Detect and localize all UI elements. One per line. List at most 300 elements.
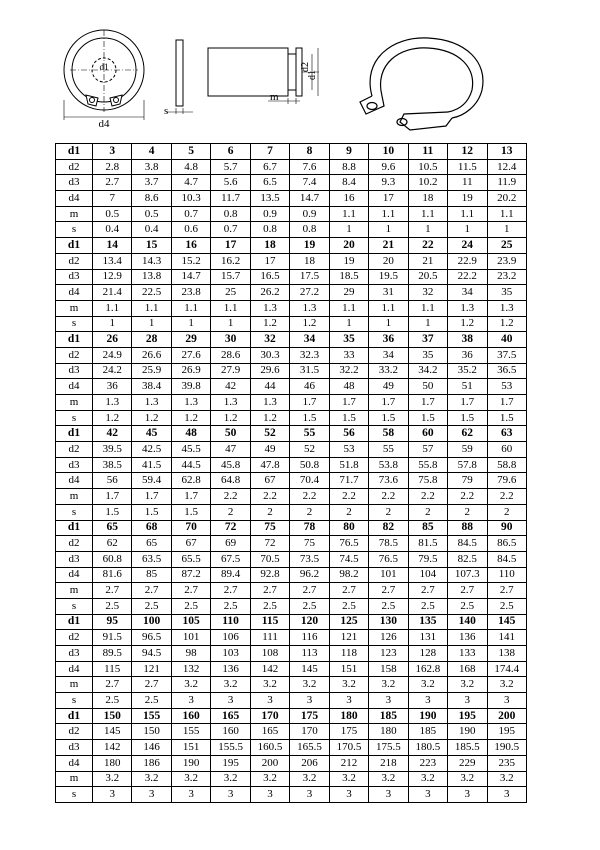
- value-cell: 180: [369, 724, 408, 740]
- value-cell: 1.3: [93, 395, 132, 411]
- value-cell: 22.2: [448, 269, 487, 285]
- size-header-cell: 38: [448, 332, 487, 348]
- size-header-cell: 150: [93, 708, 132, 724]
- value-cell: 116: [290, 630, 329, 646]
- value-cell: 1.1: [369, 300, 408, 316]
- value-cell: 113: [290, 646, 329, 662]
- value-cell: 14.7: [171, 269, 210, 285]
- value-cell: 74.5: [329, 551, 368, 567]
- size-header-cell: 35: [329, 332, 368, 348]
- size-header-cell: 75: [250, 520, 289, 536]
- value-cell: 3: [250, 787, 289, 803]
- value-cell: 2: [448, 504, 487, 520]
- value-cell: 3.2: [487, 677, 526, 693]
- value-cell: 131: [408, 630, 447, 646]
- value-cell: 3: [369, 787, 408, 803]
- size-header-cell: 52: [250, 426, 289, 442]
- label-s: s: [164, 105, 169, 117]
- value-cell: 2.7: [132, 677, 171, 693]
- value-cell: 86.5: [487, 536, 526, 552]
- value-cell: 128: [408, 646, 447, 662]
- value-cell: 51: [448, 379, 487, 395]
- row-label: d4: [56, 285, 93, 301]
- value-cell: 136: [448, 630, 487, 646]
- value-cell: 206: [290, 755, 329, 771]
- value-cell: 3: [250, 693, 289, 709]
- value-cell: 145: [93, 724, 132, 740]
- value-cell: 23.8: [171, 285, 210, 301]
- size-header-cell: 34: [290, 332, 329, 348]
- value-cell: 11.7: [211, 191, 250, 207]
- value-cell: 104: [408, 567, 447, 583]
- value-cell: 46: [290, 379, 329, 395]
- size-header-cell: 14: [93, 238, 132, 254]
- row-label: d1: [56, 520, 93, 536]
- value-cell: 53: [487, 379, 526, 395]
- value-cell: 42: [211, 379, 250, 395]
- value-cell: 34: [448, 285, 487, 301]
- value-cell: 170.5: [329, 740, 368, 756]
- value-cell: 15.2: [171, 253, 210, 269]
- value-cell: 69: [211, 536, 250, 552]
- value-cell: 24.9: [93, 347, 132, 363]
- value-cell: 85: [132, 567, 171, 583]
- table-row: [56, 583, 527, 599]
- size-header-cell: 18: [250, 238, 289, 254]
- value-cell: 38.4: [132, 379, 171, 395]
- value-cell: 3.2: [250, 677, 289, 693]
- value-cell: 25.9: [132, 363, 171, 379]
- value-cell: 1.2: [290, 316, 329, 332]
- value-cell: 71.7: [329, 473, 368, 489]
- value-cell: 96.5: [132, 630, 171, 646]
- value-cell: 28.6: [211, 347, 250, 363]
- value-cell: 1: [369, 316, 408, 332]
- value-cell: 10.3: [171, 191, 210, 207]
- value-cell: 1: [93, 316, 132, 332]
- size-header-cell: 55: [290, 426, 329, 442]
- row-label: s: [56, 316, 93, 332]
- value-cell: 138: [487, 646, 526, 662]
- size-header-cell: 30: [211, 332, 250, 348]
- value-cell: 79.5: [408, 551, 447, 567]
- value-cell: 1.5: [448, 410, 487, 426]
- value-cell: 76.5: [369, 551, 408, 567]
- value-cell: 3.2: [211, 771, 250, 787]
- value-cell: 2.7: [329, 583, 368, 599]
- value-cell: 1.5: [93, 504, 132, 520]
- value-cell: 3.2: [408, 677, 447, 693]
- table-row: [56, 285, 527, 301]
- size-header-cell: 50: [211, 426, 250, 442]
- front-view-drawing: [64, 30, 144, 120]
- value-cell: 63.5: [132, 551, 171, 567]
- table-row: [56, 410, 527, 426]
- value-cell: 6.7: [250, 159, 289, 175]
- row-label: d2: [56, 347, 93, 363]
- value-cell: 14.3: [132, 253, 171, 269]
- table-row: [56, 551, 527, 567]
- value-cell: 31: [369, 285, 408, 301]
- value-cell: 62.8: [171, 473, 210, 489]
- value-cell: 2.7: [93, 677, 132, 693]
- value-cell: 82.5: [448, 551, 487, 567]
- value-cell: 2.7: [290, 583, 329, 599]
- value-cell: 44.5: [171, 457, 210, 473]
- value-cell: 186: [132, 755, 171, 771]
- value-cell: 24.2: [93, 363, 132, 379]
- value-cell: 229: [448, 755, 487, 771]
- value-cell: 34: [369, 347, 408, 363]
- value-cell: 170: [290, 724, 329, 740]
- size-header-cell: 3: [93, 144, 132, 160]
- value-cell: 98.2: [329, 567, 368, 583]
- value-cell: 32: [408, 285, 447, 301]
- value-cell: 29: [329, 285, 368, 301]
- value-cell: 47: [211, 442, 250, 458]
- row-label: d2: [56, 536, 93, 552]
- value-cell: 3: [290, 787, 329, 803]
- value-cell: 155: [171, 724, 210, 740]
- value-cell: 200: [250, 755, 289, 771]
- value-cell: 57: [408, 442, 447, 458]
- value-cell: 3: [132, 787, 171, 803]
- table-row: [56, 442, 527, 458]
- value-cell: 3: [171, 693, 210, 709]
- value-cell: 78.5: [369, 536, 408, 552]
- value-cell: 1.5: [408, 410, 447, 426]
- value-cell: 16.2: [211, 253, 250, 269]
- value-cell: 79.6: [487, 473, 526, 489]
- value-cell: 27.9: [211, 363, 250, 379]
- value-cell: 2.2: [369, 489, 408, 505]
- size-header-cell: 170: [250, 708, 289, 724]
- size-header-cell: 26: [93, 332, 132, 348]
- table-row: [56, 677, 527, 693]
- value-cell: 2.2: [487, 489, 526, 505]
- value-cell: 3: [487, 787, 526, 803]
- size-header-cell: 45: [132, 426, 171, 442]
- value-cell: 1.2: [448, 316, 487, 332]
- value-cell: 60: [487, 442, 526, 458]
- value-cell: 160: [211, 724, 250, 740]
- value-cell: 1: [408, 222, 447, 238]
- value-cell: 2.7: [369, 583, 408, 599]
- value-cell: 3.2: [329, 771, 368, 787]
- value-cell: 9.3: [369, 175, 408, 191]
- value-cell: 218: [369, 755, 408, 771]
- value-cell: 180.5: [408, 740, 447, 756]
- row-label: d1: [56, 426, 93, 442]
- value-cell: 55.8: [408, 457, 447, 473]
- table-row: [56, 222, 527, 238]
- size-header-cell: 195: [448, 708, 487, 724]
- value-cell: 21: [408, 253, 447, 269]
- value-cell: 35: [408, 347, 447, 363]
- value-cell: 2.2: [211, 489, 250, 505]
- size-header-cell: 9: [329, 144, 368, 160]
- value-cell: 47.8: [250, 457, 289, 473]
- row-label: s: [56, 222, 93, 238]
- value-cell: 146: [132, 740, 171, 756]
- value-cell: 2.7: [487, 583, 526, 599]
- value-cell: 1.3: [250, 395, 289, 411]
- dimensions-table: [55, 143, 527, 803]
- size-header-cell: 62: [448, 426, 487, 442]
- value-cell: 8.6: [132, 191, 171, 207]
- value-cell: 2.7: [250, 583, 289, 599]
- value-cell: 2.5: [132, 693, 171, 709]
- row-label: d4: [56, 567, 93, 583]
- value-cell: 3.2: [93, 771, 132, 787]
- value-cell: 42.5: [132, 442, 171, 458]
- value-cell: 223: [408, 755, 447, 771]
- value-cell: 16.5: [250, 269, 289, 285]
- size-header-cell: 180: [329, 708, 368, 724]
- size-header-cell: 60: [408, 426, 447, 442]
- value-cell: 20: [369, 253, 408, 269]
- value-cell: 108: [250, 646, 289, 662]
- value-cell: 87.2: [171, 567, 210, 583]
- table-row: [56, 206, 527, 222]
- value-cell: 14.7: [290, 191, 329, 207]
- value-cell: 0.8: [250, 222, 289, 238]
- value-cell: 7.6: [290, 159, 329, 175]
- value-cell: 27.2: [290, 285, 329, 301]
- row-label: d3: [56, 175, 93, 191]
- size-header-cell: 24: [448, 238, 487, 254]
- value-cell: 150: [132, 724, 171, 740]
- row-label: d2: [56, 442, 93, 458]
- value-cell: 2.5: [250, 598, 289, 614]
- value-cell: 2.5: [211, 598, 250, 614]
- value-cell: 123: [369, 646, 408, 662]
- value-cell: 1.1: [408, 300, 447, 316]
- value-cell: 1.3: [211, 395, 250, 411]
- table-row: [56, 175, 527, 191]
- value-cell: 1.7: [408, 395, 447, 411]
- shaft-groove-drawing: [208, 48, 320, 104]
- value-cell: 45.8: [211, 457, 250, 473]
- table-row: [56, 489, 527, 505]
- value-cell: 20.2: [487, 191, 526, 207]
- label-d4-front: d4: [98, 118, 110, 130]
- value-cell: 1: [369, 222, 408, 238]
- value-cell: 2.7: [171, 583, 210, 599]
- value-cell: 30.3: [250, 347, 289, 363]
- table-row: [56, 316, 527, 332]
- value-cell: 1.1: [369, 206, 408, 222]
- value-cell: 3.2: [290, 677, 329, 693]
- size-header-cell: 82: [369, 520, 408, 536]
- table-row: [56, 395, 527, 411]
- row-label: s: [56, 410, 93, 426]
- value-cell: 0.9: [250, 206, 289, 222]
- label-d1-front: d1: [99, 62, 109, 72]
- value-cell: 96.2: [290, 567, 329, 583]
- size-header-cell: 36: [369, 332, 408, 348]
- value-cell: 25: [211, 285, 250, 301]
- value-cell: 136: [211, 661, 250, 677]
- value-cell: 8.4: [329, 175, 368, 191]
- size-header-cell: 95: [93, 614, 132, 630]
- size-header-cell: 25: [487, 238, 526, 254]
- value-cell: 73.5: [290, 551, 329, 567]
- value-cell: 1.1: [329, 300, 368, 316]
- size-header-cell: 105: [171, 614, 210, 630]
- table-row: [56, 144, 527, 160]
- value-cell: 1.1: [448, 206, 487, 222]
- row-label: d3: [56, 551, 93, 567]
- value-cell: 121: [329, 630, 368, 646]
- value-cell: 49: [369, 379, 408, 395]
- value-cell: 1.1: [487, 206, 526, 222]
- row-label: d2: [56, 724, 93, 740]
- size-header-cell: 8: [290, 144, 329, 160]
- value-cell: 64.8: [211, 473, 250, 489]
- size-header-cell: 140: [448, 614, 487, 630]
- size-header-cell: 6: [211, 144, 250, 160]
- size-header-cell: 17: [211, 238, 250, 254]
- value-cell: 121: [132, 661, 171, 677]
- value-cell: 190: [448, 724, 487, 740]
- value-cell: 2: [369, 504, 408, 520]
- value-cell: 3: [408, 693, 447, 709]
- table-row: [56, 630, 527, 646]
- label-d2: d2: [300, 62, 311, 72]
- value-cell: 2.7: [408, 583, 447, 599]
- value-cell: 36: [93, 379, 132, 395]
- value-cell: 92.8: [250, 567, 289, 583]
- row-label: d2: [56, 253, 93, 269]
- value-cell: 2.7: [448, 583, 487, 599]
- value-cell: 22.5: [132, 285, 171, 301]
- label-m: m: [270, 91, 279, 103]
- value-cell: 2.5: [369, 598, 408, 614]
- value-cell: 2.2: [408, 489, 447, 505]
- value-cell: 3: [211, 693, 250, 709]
- value-cell: 1: [329, 316, 368, 332]
- size-header-cell: 16: [171, 238, 210, 254]
- table-row: [56, 724, 527, 740]
- value-cell: 2.5: [93, 693, 132, 709]
- value-cell: 1.7: [132, 489, 171, 505]
- size-header-cell: 155: [132, 708, 171, 724]
- value-cell: 23.9: [487, 253, 526, 269]
- value-cell: 20.5: [408, 269, 447, 285]
- value-cell: 59: [448, 442, 487, 458]
- value-cell: 158: [369, 661, 408, 677]
- value-cell: 2: [211, 504, 250, 520]
- value-cell: 72: [250, 536, 289, 552]
- table-row: [56, 347, 527, 363]
- value-cell: 70.4: [290, 473, 329, 489]
- table-row: [56, 253, 527, 269]
- value-cell: 35.2: [448, 363, 487, 379]
- table-row: [56, 740, 527, 756]
- table-row: [56, 646, 527, 662]
- value-cell: 3.2: [171, 771, 210, 787]
- value-cell: 1.2: [487, 316, 526, 332]
- value-cell: 1.3: [487, 300, 526, 316]
- table-row: [56, 787, 527, 803]
- value-cell: 17.5: [290, 269, 329, 285]
- value-cell: 1: [487, 222, 526, 238]
- row-label: s: [56, 598, 93, 614]
- value-cell: 23.2: [487, 269, 526, 285]
- value-cell: 11.9: [487, 175, 526, 191]
- value-cell: 101: [171, 630, 210, 646]
- value-cell: 103: [211, 646, 250, 662]
- value-cell: 3.2: [408, 771, 447, 787]
- value-cell: 1.7: [93, 489, 132, 505]
- row-label: d1: [56, 332, 93, 348]
- value-cell: 7.4: [290, 175, 329, 191]
- size-header-cell: 200: [487, 708, 526, 724]
- value-cell: 3: [211, 787, 250, 803]
- value-cell: 44: [250, 379, 289, 395]
- value-cell: 1.5: [329, 410, 368, 426]
- label-d1-shaft: d1: [307, 70, 318, 80]
- value-cell: 142: [250, 661, 289, 677]
- value-cell: 2.5: [448, 598, 487, 614]
- value-cell: 6.5: [250, 175, 289, 191]
- row-label: d3: [56, 646, 93, 662]
- value-cell: 1: [171, 316, 210, 332]
- table-row: [56, 191, 527, 207]
- value-cell: 3.2: [132, 771, 171, 787]
- value-cell: 26.9: [171, 363, 210, 379]
- value-cell: 7: [93, 191, 132, 207]
- value-cell: 155.5: [211, 740, 250, 756]
- row-label: d4: [56, 661, 93, 677]
- value-cell: 0.8: [290, 222, 329, 238]
- table-row: [56, 238, 527, 254]
- row-label: d4: [56, 755, 93, 771]
- value-cell: 98: [171, 646, 210, 662]
- value-cell: 0.6: [171, 222, 210, 238]
- value-cell: 67: [250, 473, 289, 489]
- value-cell: 13.5: [250, 191, 289, 207]
- size-header-cell: 63: [487, 426, 526, 442]
- size-header-cell: 130: [369, 614, 408, 630]
- row-label: d3: [56, 363, 93, 379]
- value-cell: 17: [250, 253, 289, 269]
- size-header-cell: 88: [448, 520, 487, 536]
- table-row: [56, 457, 527, 473]
- value-cell: 50.8: [290, 457, 329, 473]
- value-cell: 2.2: [290, 489, 329, 505]
- table-row: [56, 661, 527, 677]
- value-cell: 195: [211, 755, 250, 771]
- value-cell: 76.5: [329, 536, 368, 552]
- value-cell: 35: [487, 285, 526, 301]
- value-cell: 3.2: [369, 677, 408, 693]
- value-cell: 1.7: [171, 489, 210, 505]
- table-row: [56, 269, 527, 285]
- size-header-cell: 37: [408, 332, 447, 348]
- value-cell: 1.7: [487, 395, 526, 411]
- value-cell: 145: [290, 661, 329, 677]
- value-cell: 18: [290, 253, 329, 269]
- value-cell: 2.2: [329, 489, 368, 505]
- value-cell: 0.8: [211, 206, 250, 222]
- value-cell: 3: [171, 787, 210, 803]
- row-label: s: [56, 504, 93, 520]
- value-cell: 1.7: [290, 395, 329, 411]
- row-label: d1: [56, 144, 93, 160]
- table-row: [56, 693, 527, 709]
